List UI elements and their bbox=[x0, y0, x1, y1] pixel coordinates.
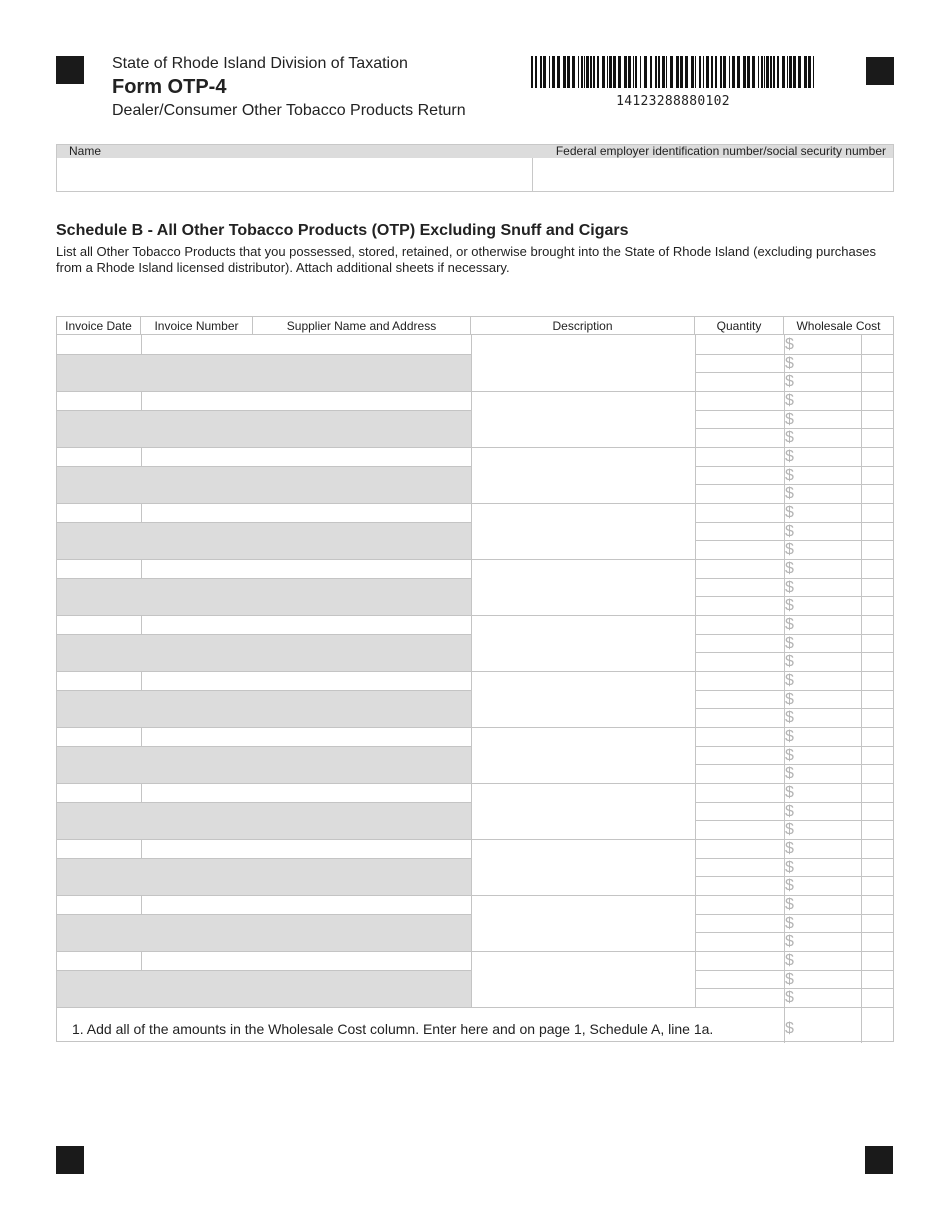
barcode-bar bbox=[635, 56, 637, 88]
row-rule bbox=[57, 914, 471, 915]
invoice-number-field[interactable] bbox=[141, 447, 471, 466]
description-field[interactable] bbox=[695, 727, 784, 746]
shaded-block bbox=[57, 914, 471, 951]
wholesale-cost-field[interactable] bbox=[784, 335, 861, 354]
shaded-block bbox=[57, 970, 471, 1007]
dollar-sign: $ bbox=[785, 336, 794, 353]
barcode-bar bbox=[666, 56, 667, 88]
dollar-sign: $ bbox=[785, 896, 794, 914]
barcode-bar bbox=[655, 56, 657, 88]
barcode-bar bbox=[543, 56, 546, 88]
barcode-bar bbox=[644, 56, 647, 88]
barcode-bar bbox=[747, 56, 750, 88]
supplier-field[interactable] bbox=[471, 671, 695, 727]
barcode-bar bbox=[549, 56, 550, 88]
dollar-sign: $ bbox=[785, 354, 794, 372]
description-field[interactable] bbox=[695, 335, 784, 354]
registration-mark-bottom-left bbox=[56, 1146, 84, 1174]
barcode-bar bbox=[752, 56, 755, 88]
barcode-bar bbox=[531, 56, 533, 88]
column-header-description: Description bbox=[471, 317, 695, 335]
supplier-field[interactable] bbox=[471, 503, 695, 559]
barcode-bar bbox=[581, 56, 583, 88]
barcode-bar bbox=[770, 56, 772, 88]
description-field[interactable] bbox=[695, 559, 784, 578]
description-field[interactable] bbox=[695, 540, 784, 559]
total-line-label: 1. Add all of the amounts in the Wholesale Cost column. Enter here and on page 1, Schedule A, line 1a. bbox=[72, 1021, 714, 1037]
invoice-date-field[interactable] bbox=[57, 671, 141, 690]
row-rule bbox=[57, 578, 471, 579]
supplier-field[interactable] bbox=[471, 615, 695, 671]
supplier-field[interactable] bbox=[471, 447, 695, 503]
wholesale-cost-field[interactable] bbox=[784, 988, 861, 1007]
dollar-sign: $ bbox=[785, 784, 794, 802]
column-header-wholesale-cost: Wholesale Cost bbox=[796, 319, 881, 333]
invoice-number-field[interactable] bbox=[141, 671, 471, 690]
barcode-bar bbox=[586, 56, 589, 88]
barcode-bar bbox=[593, 56, 595, 88]
row-rule bbox=[57, 634, 471, 635]
description-field[interactable] bbox=[695, 820, 784, 839]
barcode-bar bbox=[540, 56, 542, 88]
wholesale-cost-field[interactable] bbox=[784, 914, 861, 933]
description-field[interactable] bbox=[695, 914, 784, 933]
wholesale-cost-field[interactable] bbox=[784, 802, 861, 821]
wholesale-cost-field[interactable] bbox=[784, 820, 861, 839]
dollar-sign: $ bbox=[785, 522, 794, 540]
description-field[interactable] bbox=[695, 634, 784, 653]
registration-mark-top-right bbox=[866, 57, 894, 85]
barcode-bar bbox=[706, 56, 709, 88]
wholesale-cost-field[interactable] bbox=[784, 634, 861, 653]
shaded-block bbox=[57, 746, 471, 783]
barcode-bar bbox=[602, 56, 605, 88]
invoice-number-field[interactable] bbox=[141, 615, 471, 634]
dollar-sign: $ bbox=[785, 448, 794, 466]
supplier-field[interactable] bbox=[471, 335, 695, 391]
total-wholesale-cost-field[interactable] bbox=[784, 1007, 861, 1043]
dollar-sign: $ bbox=[785, 373, 794, 391]
description-field[interactable] bbox=[695, 391, 784, 410]
schedule-instructions: List all Other Tobacco Products that you possessed, stored, retained, or otherwise brought into the State of Rhode Island (excluding purchases from a Rhode Island licensed distributor). Attach additional sheets if necessary. bbox=[56, 244, 876, 275]
dollar-sign: $ bbox=[785, 877, 794, 895]
row-rule bbox=[57, 466, 471, 467]
registration-mark-top-left bbox=[56, 56, 84, 84]
wholesale-cost-field[interactable] bbox=[784, 690, 861, 709]
dollar-sign: $ bbox=[785, 653, 794, 671]
dollar-sign: $ bbox=[785, 858, 794, 876]
barcode-number: 14123288880102 bbox=[616, 94, 730, 109]
invoice-number-field[interactable] bbox=[141, 839, 471, 858]
supplier-field[interactable] bbox=[471, 783, 695, 839]
barcode-bar bbox=[695, 56, 696, 88]
barcode-bar bbox=[732, 56, 735, 88]
description-field[interactable] bbox=[695, 428, 784, 447]
wholesale-cost-field[interactable] bbox=[784, 764, 861, 783]
barcode-bar bbox=[743, 56, 746, 88]
shaded-block bbox=[57, 634, 471, 671]
description-field[interactable] bbox=[695, 615, 784, 634]
description-field[interactable] bbox=[695, 447, 784, 466]
barcode-bar bbox=[789, 56, 792, 88]
dollar-sign: $ bbox=[785, 466, 794, 484]
barcode-bar bbox=[764, 56, 765, 88]
barcode-bar bbox=[761, 56, 763, 88]
shaded-block bbox=[57, 410, 471, 447]
row-rule bbox=[57, 970, 471, 971]
barcode-bar bbox=[685, 56, 688, 88]
wholesale-cost-field[interactable] bbox=[784, 652, 861, 671]
identification-box bbox=[56, 144, 894, 192]
barcode-bar bbox=[691, 56, 694, 88]
shaded-block bbox=[57, 690, 471, 727]
barcode-bar bbox=[597, 56, 599, 88]
wholesale-cost-field[interactable] bbox=[784, 391, 861, 410]
dollar-sign: $ bbox=[785, 616, 794, 634]
dollar-sign: $ bbox=[785, 970, 794, 988]
wholesale-cost-field[interactable] bbox=[784, 858, 861, 877]
wholesale-cost-field[interactable] bbox=[784, 466, 861, 485]
dollar-sign: $ bbox=[785, 989, 794, 1007]
barcode bbox=[531, 56, 815, 88]
dollar-sign: $ bbox=[785, 672, 794, 690]
schedule-title: Schedule B - All Other Tobacco Products (OTP) Excluding Snuff and Cigars bbox=[56, 222, 629, 239]
barcode-bar bbox=[808, 56, 811, 88]
invoice-date-field[interactable] bbox=[57, 783, 141, 802]
agency-name: State of Rhode Island Division of Taxation bbox=[112, 55, 408, 72]
shaded-block bbox=[57, 522, 471, 559]
invoice-date-field[interactable] bbox=[57, 335, 141, 354]
barcode-bar bbox=[552, 56, 555, 88]
wholesale-cost-field[interactable] bbox=[784, 596, 861, 615]
invoice-number-field[interactable] bbox=[141, 391, 471, 410]
invoice-number-field[interactable] bbox=[141, 951, 471, 970]
barcode-bar bbox=[624, 56, 627, 88]
column-header-invoice-number: Invoice Number bbox=[141, 317, 253, 335]
wholesale-cost-field[interactable] bbox=[784, 671, 861, 690]
barcode-bar bbox=[711, 56, 713, 88]
barcode-bar bbox=[578, 56, 579, 88]
invoice-number-field[interactable] bbox=[141, 727, 471, 746]
description-field[interactable] bbox=[695, 372, 784, 391]
description-field[interactable] bbox=[695, 354, 784, 373]
invoice-date-field[interactable] bbox=[57, 503, 141, 522]
description-field[interactable] bbox=[695, 578, 784, 597]
description-field[interactable] bbox=[695, 652, 784, 671]
description-field[interactable] bbox=[695, 690, 784, 709]
dollar-sign: $ bbox=[785, 429, 794, 447]
invoice-number-field[interactable] bbox=[141, 559, 471, 578]
description-field[interactable] bbox=[695, 503, 784, 522]
invoice-number-field[interactable] bbox=[141, 335, 471, 354]
supplier-field[interactable] bbox=[471, 839, 695, 895]
description-field[interactable] bbox=[695, 522, 784, 541]
description-field[interactable] bbox=[695, 783, 784, 802]
schedule-b-table bbox=[56, 316, 894, 1042]
supplier-field[interactable] bbox=[471, 391, 695, 447]
description-field[interactable] bbox=[695, 951, 784, 970]
description-field[interactable] bbox=[695, 970, 784, 989]
barcode-bar bbox=[798, 56, 801, 88]
barcode-bar bbox=[628, 56, 631, 88]
wholesale-cost-field[interactable] bbox=[784, 428, 861, 447]
barcode-bar bbox=[563, 56, 566, 88]
barcode-bar bbox=[813, 56, 814, 88]
dollar-sign: $ bbox=[785, 690, 794, 708]
wholesale-cost-field[interactable] bbox=[784, 354, 861, 373]
invoice-number-field[interactable] bbox=[141, 503, 471, 522]
shaded-block bbox=[57, 858, 471, 895]
row-rule bbox=[57, 354, 471, 355]
dollar-sign: $ bbox=[785, 410, 794, 428]
wholesale-cost-field[interactable] bbox=[784, 895, 861, 914]
dollar-sign: $ bbox=[785, 746, 794, 764]
barcode-bar bbox=[609, 56, 612, 88]
invoice-date-field[interactable] bbox=[57, 391, 141, 410]
dollar-sign: $ bbox=[785, 392, 794, 409]
dollar-sign: $ bbox=[785, 952, 794, 970]
barcode-bar bbox=[766, 56, 769, 88]
wholesale-cost-field[interactable] bbox=[784, 578, 861, 597]
barcode-bar bbox=[680, 56, 683, 88]
description-field[interactable] bbox=[695, 484, 784, 503]
dollar-sign: $ bbox=[785, 765, 794, 783]
supplier-field[interactable] bbox=[471, 559, 695, 615]
column-header-invoice-date: Invoice Date bbox=[57, 317, 141, 335]
registration-mark-bottom-right bbox=[865, 1146, 893, 1174]
description-field[interactable] bbox=[695, 839, 784, 858]
column-header-quantity: Quantity bbox=[695, 317, 784, 335]
invoice-number-field[interactable] bbox=[141, 895, 471, 914]
wholesale-cost-field[interactable] bbox=[784, 540, 861, 559]
wholesale-cost-field[interactable] bbox=[784, 410, 861, 429]
barcode-bar bbox=[607, 56, 608, 88]
dollar-sign: $ bbox=[785, 597, 794, 615]
barcode-bar bbox=[723, 56, 726, 88]
shaded-block bbox=[57, 354, 471, 391]
barcode-bar bbox=[535, 56, 537, 88]
barcode-bar bbox=[557, 56, 560, 88]
dollar-sign: $ bbox=[785, 933, 794, 951]
barcode-bar bbox=[633, 56, 634, 88]
wholesale-cost-field[interactable] bbox=[784, 746, 861, 765]
barcode-bar bbox=[793, 56, 796, 88]
wholesale-cost-field[interactable] bbox=[784, 484, 861, 503]
dollar-sign: $ bbox=[785, 504, 794, 522]
wholesale-cost-field[interactable] bbox=[784, 839, 861, 858]
description-field[interactable] bbox=[695, 466, 784, 485]
wholesale-cost-field[interactable] bbox=[784, 932, 861, 951]
dollar-sign: $ bbox=[785, 485, 794, 503]
description-field[interactable] bbox=[695, 858, 784, 877]
barcode-bar bbox=[618, 56, 621, 88]
wholesale-cost-field[interactable] bbox=[784, 522, 861, 541]
dollar-sign: $ bbox=[785, 728, 794, 746]
dollar-sign: $ bbox=[785, 634, 794, 652]
total-dollar-sign: $ bbox=[785, 1020, 794, 1037]
wholesale-cost-field[interactable] bbox=[784, 876, 861, 895]
barcode-bar bbox=[658, 56, 660, 88]
row-rule bbox=[57, 690, 471, 691]
dollar-sign: $ bbox=[785, 840, 794, 858]
name-label: Name bbox=[69, 144, 102, 158]
barcode-bar bbox=[804, 56, 807, 88]
name-input[interactable] bbox=[61, 159, 531, 193]
barcode-bar bbox=[590, 56, 592, 88]
barcode-bar bbox=[584, 56, 585, 88]
row-rule bbox=[57, 802, 471, 803]
supplier-field[interactable] bbox=[471, 895, 695, 951]
barcode-bar bbox=[787, 56, 788, 88]
identification-divider bbox=[532, 158, 533, 191]
barcode-bar bbox=[782, 56, 785, 88]
dollar-sign: $ bbox=[785, 541, 794, 559]
description-field[interactable] bbox=[695, 708, 784, 727]
dollar-sign: $ bbox=[785, 802, 794, 820]
invoice-date-field[interactable] bbox=[57, 839, 141, 858]
invoice-date-field[interactable] bbox=[57, 951, 141, 970]
supplier-field[interactable] bbox=[471, 951, 695, 1007]
invoice-date-field[interactable] bbox=[57, 559, 141, 578]
wholesale-cost-field[interactable] bbox=[784, 503, 861, 522]
shaded-block bbox=[57, 466, 471, 503]
wholesale-cost-field[interactable] bbox=[784, 559, 861, 578]
fein-label: Federal employer identification number/social security number bbox=[555, 144, 886, 158]
dollar-sign: $ bbox=[785, 821, 794, 839]
dollar-sign: $ bbox=[785, 709, 794, 727]
barcode-bar bbox=[777, 56, 779, 88]
wholesale-cost-field[interactable] bbox=[784, 970, 861, 989]
fein-input[interactable] bbox=[537, 159, 895, 193]
barcode-bar bbox=[699, 56, 701, 88]
description-field[interactable] bbox=[695, 410, 784, 429]
invoice-date-field[interactable] bbox=[57, 615, 141, 634]
row-rule bbox=[57, 746, 471, 747]
invoice-date-field[interactable] bbox=[57, 727, 141, 746]
barcode-bar bbox=[640, 56, 641, 88]
supplier-field[interactable] bbox=[471, 727, 695, 783]
wholesale-cost-field[interactable] bbox=[784, 951, 861, 970]
barcode-bar bbox=[572, 56, 575, 88]
column-header-supplier: Supplier Name and Address bbox=[253, 317, 471, 335]
wholesale-cost-field[interactable] bbox=[784, 727, 861, 746]
barcode-bar bbox=[703, 56, 704, 88]
invoice-number-field[interactable] bbox=[141, 783, 471, 802]
barcode-bar bbox=[773, 56, 775, 88]
barcode-bar bbox=[729, 56, 730, 88]
description-field[interactable] bbox=[695, 764, 784, 783]
shaded-block bbox=[57, 802, 471, 839]
description-field[interactable] bbox=[695, 596, 784, 615]
form-subtitle: Dealer/Consumer Other Tobacco Products Return bbox=[112, 102, 466, 119]
barcode-bar bbox=[670, 56, 673, 88]
dollar-sign: $ bbox=[785, 578, 794, 596]
barcode-bar bbox=[567, 56, 570, 88]
description-field[interactable] bbox=[695, 895, 784, 914]
barcode-bar bbox=[715, 56, 717, 88]
shaded-block bbox=[57, 578, 471, 615]
description-field[interactable] bbox=[695, 746, 784, 765]
row-rule bbox=[57, 858, 471, 859]
barcode-bar bbox=[662, 56, 665, 88]
barcode-bar bbox=[737, 56, 740, 88]
barcode-bar bbox=[613, 56, 616, 88]
wholesale-cost-field[interactable] bbox=[784, 783, 861, 802]
row-rule bbox=[57, 522, 471, 523]
wholesale-cost-field[interactable] bbox=[784, 708, 861, 727]
row-rule bbox=[57, 410, 471, 411]
wholesale-cost-field[interactable] bbox=[784, 615, 861, 634]
description-field[interactable] bbox=[695, 802, 784, 821]
description-field[interactable] bbox=[695, 876, 784, 895]
dollar-sign: $ bbox=[785, 914, 794, 932]
barcode-bar bbox=[650, 56, 652, 88]
wholesale-cost-field[interactable] bbox=[784, 447, 861, 466]
invoice-date-field[interactable] bbox=[57, 447, 141, 466]
description-field[interactable] bbox=[695, 988, 784, 1007]
description-field[interactable] bbox=[695, 932, 784, 951]
wholesale-cost-field[interactable] bbox=[784, 372, 861, 391]
barcode-bar bbox=[758, 56, 759, 88]
form-number: Form OTP-4 bbox=[112, 76, 227, 98]
entry-rule bbox=[57, 1007, 893, 1008]
barcode-bar bbox=[676, 56, 679, 88]
description-field[interactable] bbox=[695, 671, 784, 690]
barcode-bar bbox=[720, 56, 722, 88]
dollar-sign: $ bbox=[785, 560, 794, 578]
invoice-date-field[interactable] bbox=[57, 895, 141, 914]
